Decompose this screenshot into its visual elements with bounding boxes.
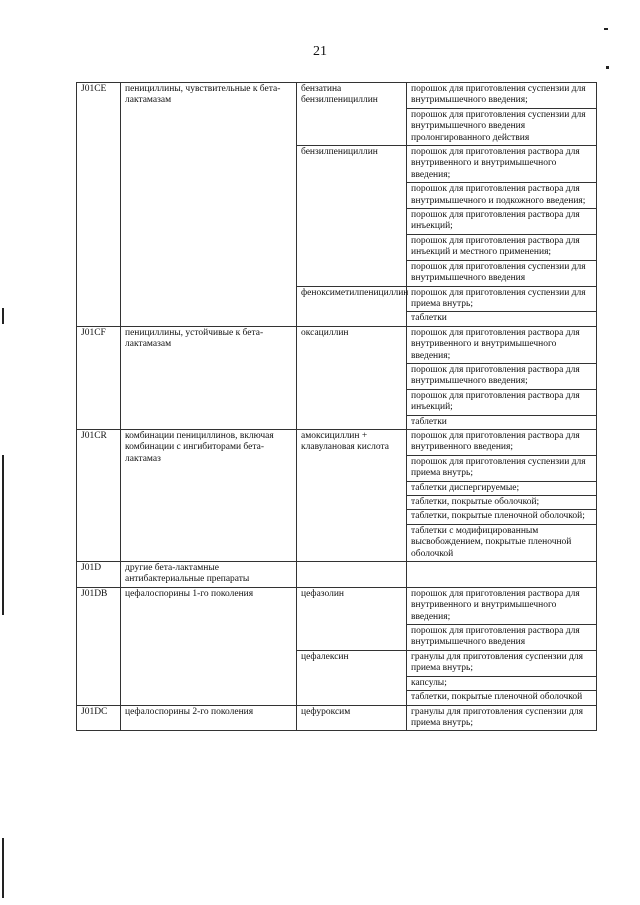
atc-code: J01CE bbox=[77, 83, 121, 327]
dosage-form: порошок для приготовления суспензии для внутримышечного введения bbox=[407, 260, 597, 286]
table-row bbox=[77, 83, 597, 109]
table-row bbox=[77, 562, 597, 588]
scan-mark bbox=[2, 308, 4, 324]
drug-name: цефазолин bbox=[297, 587, 407, 650]
dosage-form: порошок для приготовления раствора для инъекций; bbox=[407, 209, 597, 235]
atc-code: J01DC bbox=[77, 705, 121, 731]
group-name: комбинации пенициллинов, включая комбинации с ингибиторами бета-лактамаз bbox=[121, 429, 297, 561]
atc-code: J01CF bbox=[77, 326, 121, 429]
group-name: пенициллины, чувствительные к бета-лактамазам bbox=[121, 83, 297, 327]
dosage-form: порошок для приготовления раствора для внутривенного и внутримышечного введения; bbox=[407, 587, 597, 624]
dosage-form: таблетки, покрытые пленочной оболочкой bbox=[407, 691, 597, 705]
drug-classification-table bbox=[76, 82, 597, 731]
dosage-form: порошок для приготовления раствора для внутривенного и внутримышечного введения; bbox=[407, 326, 597, 363]
dosage-form: гранулы для приготовления суспензии для приема внутрь; bbox=[407, 650, 597, 676]
drug-name: бензатина бензилпенициллин bbox=[297, 83, 407, 146]
table-row bbox=[77, 705, 597, 731]
group-name: цефалоспорины 1-го поколения bbox=[121, 587, 297, 705]
dosage-form: порошок для приготовления раствора для внутримышечного введения bbox=[407, 625, 597, 651]
dosage-form: порошок для приготовления суспензии для приема внутрь; bbox=[407, 455, 597, 481]
scan-mark bbox=[2, 838, 4, 898]
drug-name: цефуроксим bbox=[297, 705, 407, 731]
drug-name: амоксициллин + клавулановая кислота bbox=[297, 429, 407, 561]
dosage-form: таблетки диспергируемые; bbox=[407, 481, 597, 495]
table-row bbox=[77, 429, 597, 455]
atc-code: J01DB bbox=[77, 587, 121, 705]
dosage-form: порошок для приготовления раствора для инъекций и местного применения; bbox=[407, 234, 597, 260]
page-number: 21 bbox=[313, 44, 327, 59]
dosage-form: порошок для приготовления раствора для внутривенного и внутримышечного введения; bbox=[407, 146, 597, 183]
drug-name: бензилпенициллин bbox=[297, 146, 407, 286]
dosage-form: таблетки, покрытые пленочной оболочкой; bbox=[407, 510, 597, 524]
dosage-form: таблетки, покрытые оболочкой; bbox=[407, 496, 597, 510]
dosage-form: таблетки bbox=[407, 415, 597, 429]
dosage-form bbox=[407, 562, 597, 588]
dosage-form: порошок для приготовления раствора для внутримышечного и подкожного введения; bbox=[407, 183, 597, 209]
drug-name: феноксиметилпенициллин bbox=[297, 286, 407, 326]
dosage-form: порошок для приготовления раствора для внутривенного введения; bbox=[407, 429, 597, 455]
drug-name: оксациллин bbox=[297, 326, 407, 429]
dosage-form: гранулы для приготовления суспензии для приема внутрь; bbox=[407, 705, 597, 731]
scan-mark bbox=[606, 66, 609, 69]
drug-name bbox=[297, 562, 407, 588]
dosage-form: таблетки bbox=[407, 312, 597, 326]
drug-name: цефалексин bbox=[297, 650, 407, 705]
group-name: пенициллины, устойчивые к бета-лактамазам bbox=[121, 326, 297, 429]
dosage-form: капсулы; bbox=[407, 676, 597, 690]
dosage-form: порошок для приготовления суспензии для внутримышечного введения; bbox=[407, 83, 597, 109]
dosage-form: порошок для приготовления раствора для внутримышечного введения; bbox=[407, 363, 597, 389]
table-row bbox=[77, 326, 597, 363]
dosage-form: порошок для приготовления суспензии для внутримышечного введения пролонгированного действия bbox=[407, 108, 597, 145]
scan-mark bbox=[2, 455, 4, 615]
table-body bbox=[77, 83, 597, 731]
atc-code: J01D bbox=[77, 562, 121, 588]
group-name: цефалоспорины 2-го поколения bbox=[121, 705, 297, 731]
group-name: другие бета-лактамные антибактериальные препараты bbox=[121, 562, 297, 588]
atc-code: J01CR bbox=[77, 429, 121, 561]
scan-mark bbox=[604, 28, 608, 30]
dosage-form: порошок для приготовления суспензии для приема внутрь; bbox=[407, 286, 597, 312]
dosage-form: таблетки с модифицированным высвобождением, покрытые пленочной оболочкой bbox=[407, 524, 597, 561]
table-row bbox=[77, 587, 597, 624]
dosage-form: порошок для приготовления раствора для инъекций; bbox=[407, 389, 597, 415]
